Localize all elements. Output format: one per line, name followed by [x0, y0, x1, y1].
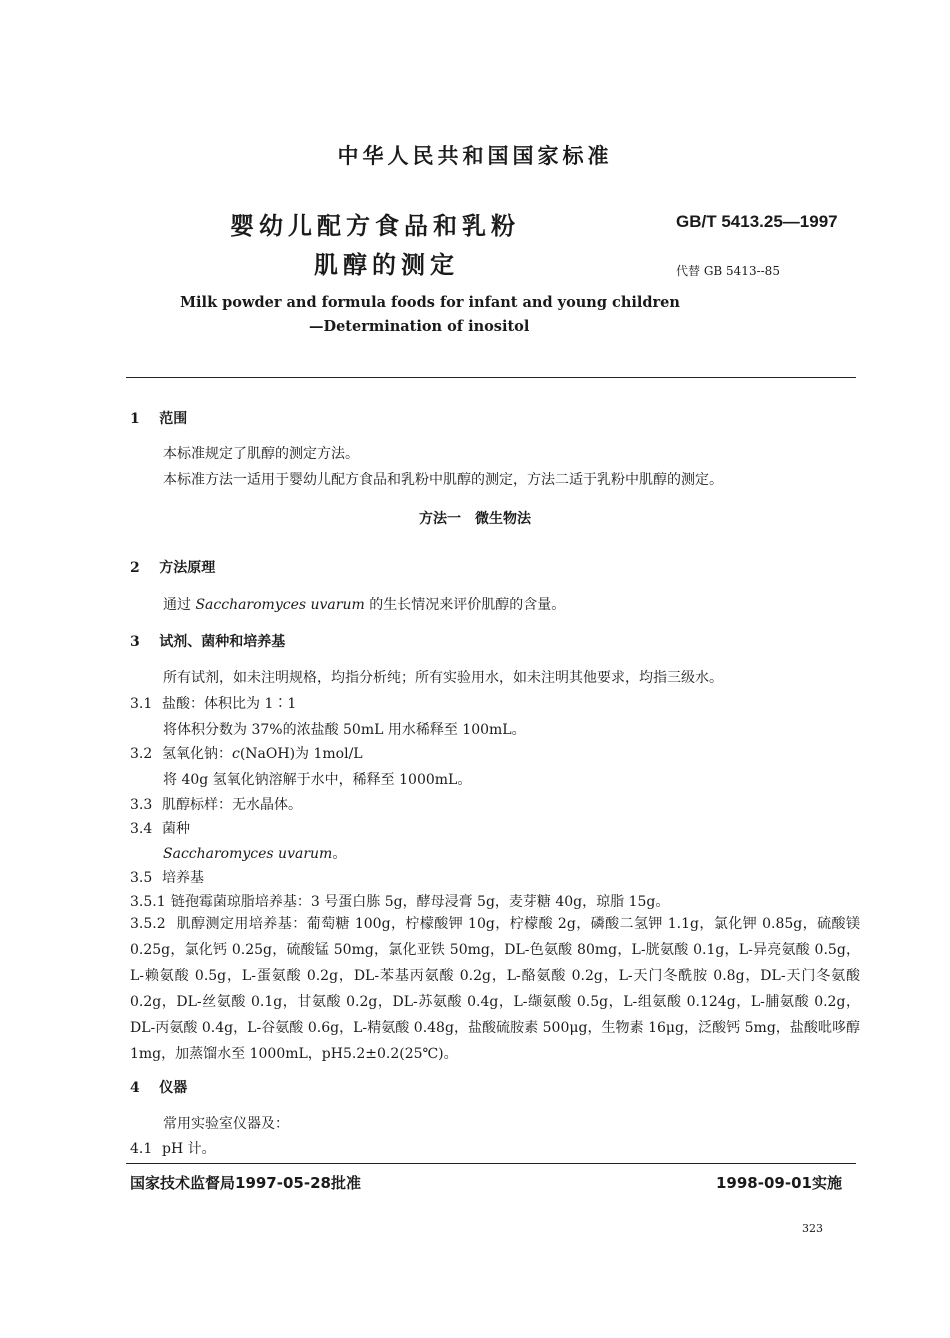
section-number: 3: [130, 634, 140, 650]
replaces-standard: 代替 GB 5413--85: [676, 264, 780, 278]
paragraph: 常用实验室仪器及：: [163, 1116, 289, 1132]
header-rule: [126, 377, 856, 378]
subsection-3-5-2: [130, 911, 860, 1067]
subsection-3-5: [130, 867, 204, 887]
paragraph: 本标准方法一适用于婴幼儿配方食品和乳粉中肌醇的测定，方法二适于乳粉中肌醇的测定。: [163, 472, 723, 488]
section-number: 3.1: [130, 696, 153, 712]
paragraph: 将体积分数为 37%的浓盐酸 50mL 用水稀释至 100mL。: [163, 722, 526, 738]
paragraph: 所有试剂，如未注明规格，均指分析纯；所有实验用水，如未注明其他要求，均指三级水。: [163, 670, 723, 686]
subsection-3-3: [130, 794, 302, 814]
section-number: 1: [130, 411, 140, 427]
species-name: Saccharomyces uvarum: [195, 597, 365, 613]
section-number: 3.4: [130, 821, 153, 837]
section-title: 氢氧化钠：: [162, 746, 232, 762]
section-title: 盐酸：体积比为 1∶1: [162, 696, 297, 712]
subsection-3-2: [130, 743, 363, 763]
text: 通过: [163, 597, 196, 613]
section-title: 仪器: [159, 1080, 188, 1096]
subsection-3-4: [130, 818, 190, 838]
text: 。: [332, 846, 347, 862]
section-3-heading: [130, 631, 285, 651]
section-1-heading: [130, 408, 187, 428]
footer-rule: [126, 1163, 856, 1164]
section-title: (NaOH)为 1mol/L: [239, 746, 363, 762]
paragraph: 本标准规定了肌醇的测定方法。: [163, 446, 359, 462]
paragraph: pH 计。: [162, 1141, 216, 1157]
national-standard-header: 中华人民共和国国家标准: [337, 144, 613, 168]
section-2-heading: [130, 557, 215, 577]
section-number: 3.5.2: [130, 916, 166, 932]
section-number: 4: [130, 1080, 140, 1096]
subsection-3-1: [130, 693, 296, 713]
section-4-heading: [130, 1077, 187, 1097]
section-title: 试剂、菌种和培养基: [159, 634, 286, 650]
title-en-line2: —Determination of inositol: [309, 318, 530, 335]
paragraph: 肌醇测定用培养基：葡萄糖 100g，柠檬酸钾 10g，柠檬酸 2g，磷酸二氢钾 1.1g，氯化钾 0.85g，硫酸镁 0.25g，氯化钙 0.25g，硫酸锰 50mg，氯化亚铁 50mg，DL-色氨酸 80mg，L-胱氨酸 0.1g，L-异亮氨酸 0.5g，L-赖氨酸 0.5g，L-蛋氨酸 0.2g，DL-苯基丙氨酸 0.2g，L-酪氨酸 0.2g，L-天门冬酰胺 0.8g，DL-天门冬氨酸 0.2g，DL-丝氨酸 0.1g，甘氨酸 0.2g，DL-苏氨酸 0.4g，L-缬氨酸 0.5g，L-组氨酸 0.124g，L-脯氨酸 0.2g，DL-丙氨酸 0.4g，L-谷氨酸 0.6g，L-精氨酸 0.48g，盐酸硫胺素 500μg，生物素 16μg，泛酸钙 5mg，盐酸吡哆醇 1mg，加蒸馏水至 1000mL，pH5.2±0.2(25℃)。: [130, 916, 860, 1062]
title-cn-line1: 婴幼儿配方食品和乳粉: [230, 212, 520, 240]
paragraph: 链孢霉菌琼脂培养基：3 号蛋白胨 5g，酵母浸膏 5g，麦芽糖 40g，琼脂 15g。: [170, 894, 670, 910]
species-name: Saccharomyces uvarum: [163, 846, 333, 862]
title-en-line1: Milk powder and formula foods for infant and young children: [180, 294, 680, 311]
section-title: 范围: [159, 411, 188, 427]
symbol: c: [232, 746, 240, 762]
subsection-3-5-1: [130, 891, 669, 911]
section-number: 3.3: [130, 797, 153, 813]
approval-date: 国家技术监督局1997-05-28批准: [130, 1174, 361, 1192]
page-number: 323: [802, 1222, 823, 1235]
section-title: 肌醇标样：无水晶体。: [162, 797, 302, 813]
section-title: 培养基: [162, 870, 204, 886]
paragraph: 将 40g 氢氧化钠溶解于水中，稀释至 1000mL。: [163, 772, 472, 788]
subsection-4-1: [130, 1138, 216, 1158]
section-title: 菌种: [162, 821, 190, 837]
section-number: 3.5: [130, 870, 153, 886]
effective-date: 1998-09-01实施: [716, 1174, 842, 1192]
method-title: 方法一 微生物法: [419, 511, 531, 527]
paragraph: [163, 594, 565, 614]
paragraph: [163, 843, 346, 863]
section-number: 3.2: [130, 746, 153, 762]
section-title: 方法原理: [159, 560, 216, 576]
section-number: 2: [130, 560, 140, 576]
text: 的生长情况来评价肌醇的含量。: [364, 597, 566, 613]
section-number: 3.5.1: [130, 894, 166, 910]
standard-number: GB/T 5413.25—1997: [676, 212, 838, 231]
section-number: 4.1: [130, 1141, 153, 1157]
title-cn-line2: 肌醇的测定: [314, 251, 459, 279]
